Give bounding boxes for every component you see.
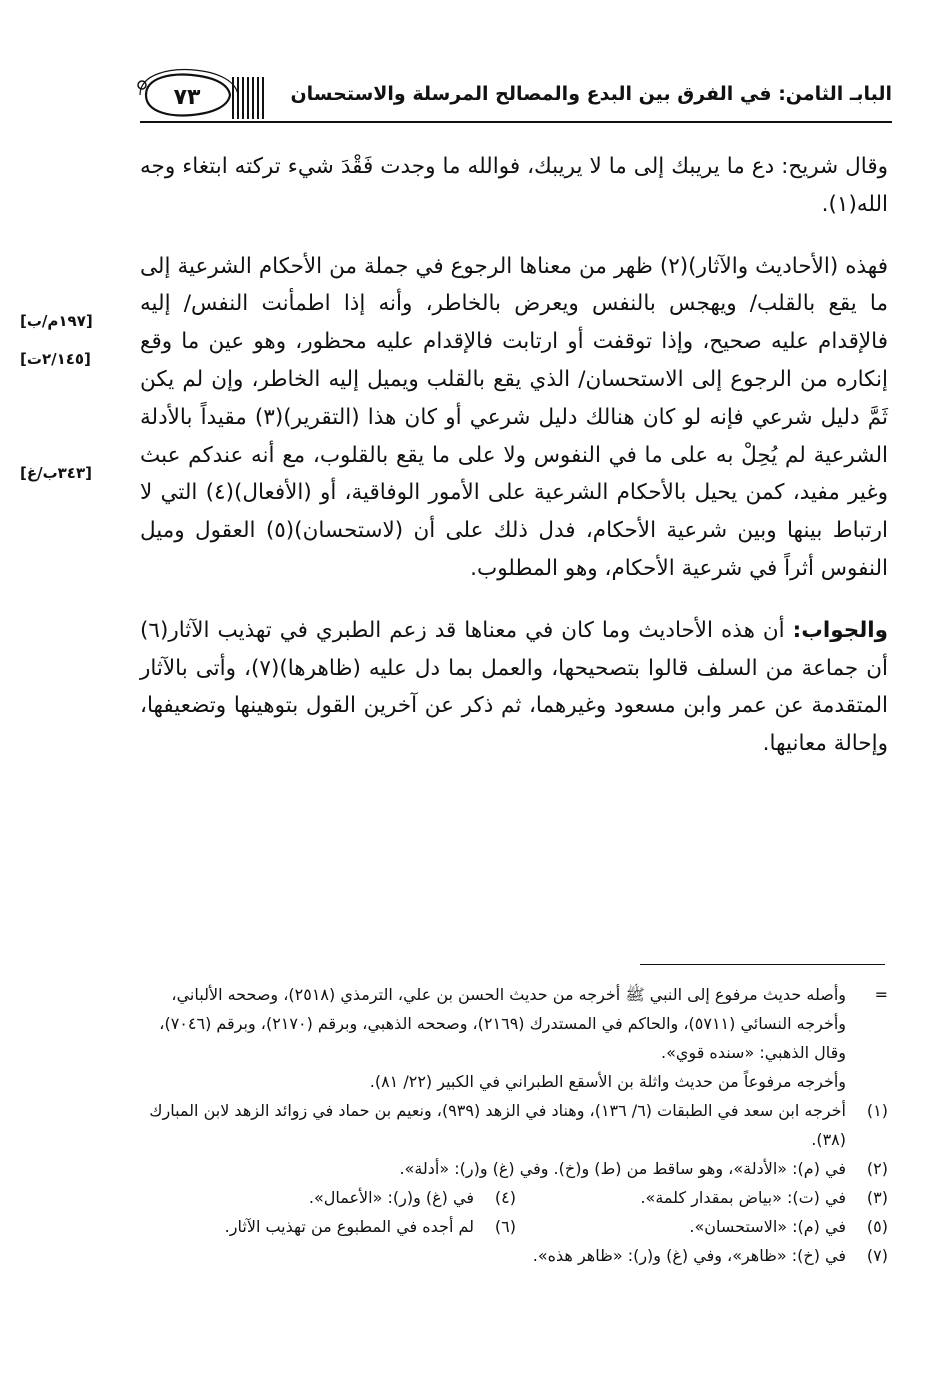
footnote-continuation <box>140 980 888 1096</box>
footnote <box>225 1212 516 1241</box>
footnote-text: أخرجه ابن سعد في الطبقات (٦/ ١٣٦)، وهناد في الزهد (٩٣٩)، ونعيم بن حماد في زوائد الزهد لابن المبارك (٣٨). <box>149 1101 846 1149</box>
footnote-text: لم أجده في المطبوع من تهذيب الآثار. <box>224 1217 474 1236</box>
answer-text: أن هذه الأحاديث وما كان في معناها قد زعم الطبري في تهذيب الآثار(٦) أن جماعة من السلف قالوا بتصحيحها، والعمل بما دل عليه (ظاهرها)(٧)، وأتى بالآثار المتقدمة عن عمر وابن مسعود وغيرهما، ثم ذكر عن آخرين القول بتوهينها وتضعيفها، وإحالة معانيها. <box>140 617 888 757</box>
footnote-row <box>140 1183 888 1212</box>
footnote-text: في (غ) و(ر): «الأعمال». <box>308 1188 474 1207</box>
footnote-number: (٧) <box>866 1246 888 1265</box>
margin-note: [١٩٧م/ب] <box>20 312 93 330</box>
footnote-number: (٢) <box>866 1159 888 1178</box>
paragraph: فهذه (الأحاديث والآثار)(٢) ظهر من معناها الرجوع في جملة من الأحكام الشرعية إلى ما يقع بالقلب/ ويهجس بالنفس ويعرض بالخاطر، وأنه إذا اطمأنت النفس/ إليه فالإقدام عليه صحيح، وإذا توقفت أو ارتابت فالإقدام عليه محظور، وهو عين ما وقع إنكاره من الرجوع إلى الاستحسان/ الذي يقع بالقلب ويميل إليه الخاطر، وإن لم يكن ثَمَّ دليل شرعي فإنه لو كان هنالك دليل شرعي أو كان هذا (التقرير)(٣) مقيداً بالأدلة الشرعية لم يُحِلْ به على ما في النفوس ولا على ما يقع بالقلوب، مع أنه عندكم عبث وغير مفيد، كمن يحيل بالأحكام الشرعية على الأمور الوفاقية، أو (الأفعال)(٤) التي لا ارتباط بينها وبين شرعية الأحكام، فدل ذلك على أن (لاستحسان)(٥) العقول وميل النفوس أثراً في شرعية الأحكام، وهو المطلوب. <box>140 253 888 581</box>
footnote-number: (٦) <box>494 1217 516 1236</box>
footnote <box>140 1096 888 1154</box>
footnote-row <box>140 1212 888 1241</box>
running-title: البابـ الثامن: في الفرق بين البدع والمصالح المرسلة والاستحسان <box>290 83 892 105</box>
footnotes <box>140 980 888 1270</box>
footnote-continuation-text: وأصله حديث مرفوع إلى النبي ﷺ أخرجه من حديث الحسن بن علي، الترمذي (٢٥١٨)، وصححه الألباني، وأخرجه النسائي (٥٧١١)، والحاكم في المستدرك (٢١٦٩)، وصححه الذهبي، وبرقم (٢١٧٠)، وبرقم (٧٠٤٦)، وقال الذهبي: «سنده قوي». <box>159 985 846 1062</box>
footnote-text: في (ت): «بياض بمقدار كلمة». <box>640 1188 846 1207</box>
footnote-continuation-text: وأخرجه مرفوعاً من حديث واثلة بن الأسقع الطبراني في الكبير (٢٢/ ٨١). <box>369 1072 846 1091</box>
margin-note: [٣٤٣ب/غ] <box>20 464 92 482</box>
header-rule <box>140 121 892 123</box>
margin-note: [٢/١٤٥ت] <box>20 350 91 368</box>
footnote <box>516 1183 888 1212</box>
header-bars-ornament-icon <box>230 73 270 121</box>
footnote-number: (١) <box>866 1101 888 1120</box>
footnote <box>309 1183 516 1212</box>
answer-lead: والجواب: <box>792 617 888 643</box>
page-number: ٧٣ <box>173 85 201 110</box>
footnote-text: في (م): «الاستحسان». <box>689 1217 846 1236</box>
footnote-number: (٤) <box>494 1188 516 1207</box>
footnote-number: (٣) <box>866 1188 888 1207</box>
footnote <box>140 1154 888 1183</box>
footnote <box>516 1212 888 1241</box>
footnote-text: في (م): «الأدلة»، وهو ساقط من (ط) و(خ). وفي (غ) و(ر): «أدلة». <box>399 1159 846 1178</box>
page-header <box>132 55 892 125</box>
main-text <box>140 148 888 763</box>
answer-paragraph <box>140 612 888 763</box>
footnote-number: (٥) <box>866 1217 888 1236</box>
footnote-text: في (خ): «ظاهر»، وفي (غ) و(ر): «ظاهر هذه». <box>532 1246 846 1265</box>
paragraph: وقال شريح: دع ما يريبك إلى ما لا يريبك، فوالله ما وجدت فَقْدَ شيء تركته ابتغاء وجه الله(١). <box>140 154 888 217</box>
footnote-continuation-marker: = <box>874 985 888 1004</box>
footnote-rule <box>640 964 885 965</box>
footnote <box>140 1241 888 1270</box>
